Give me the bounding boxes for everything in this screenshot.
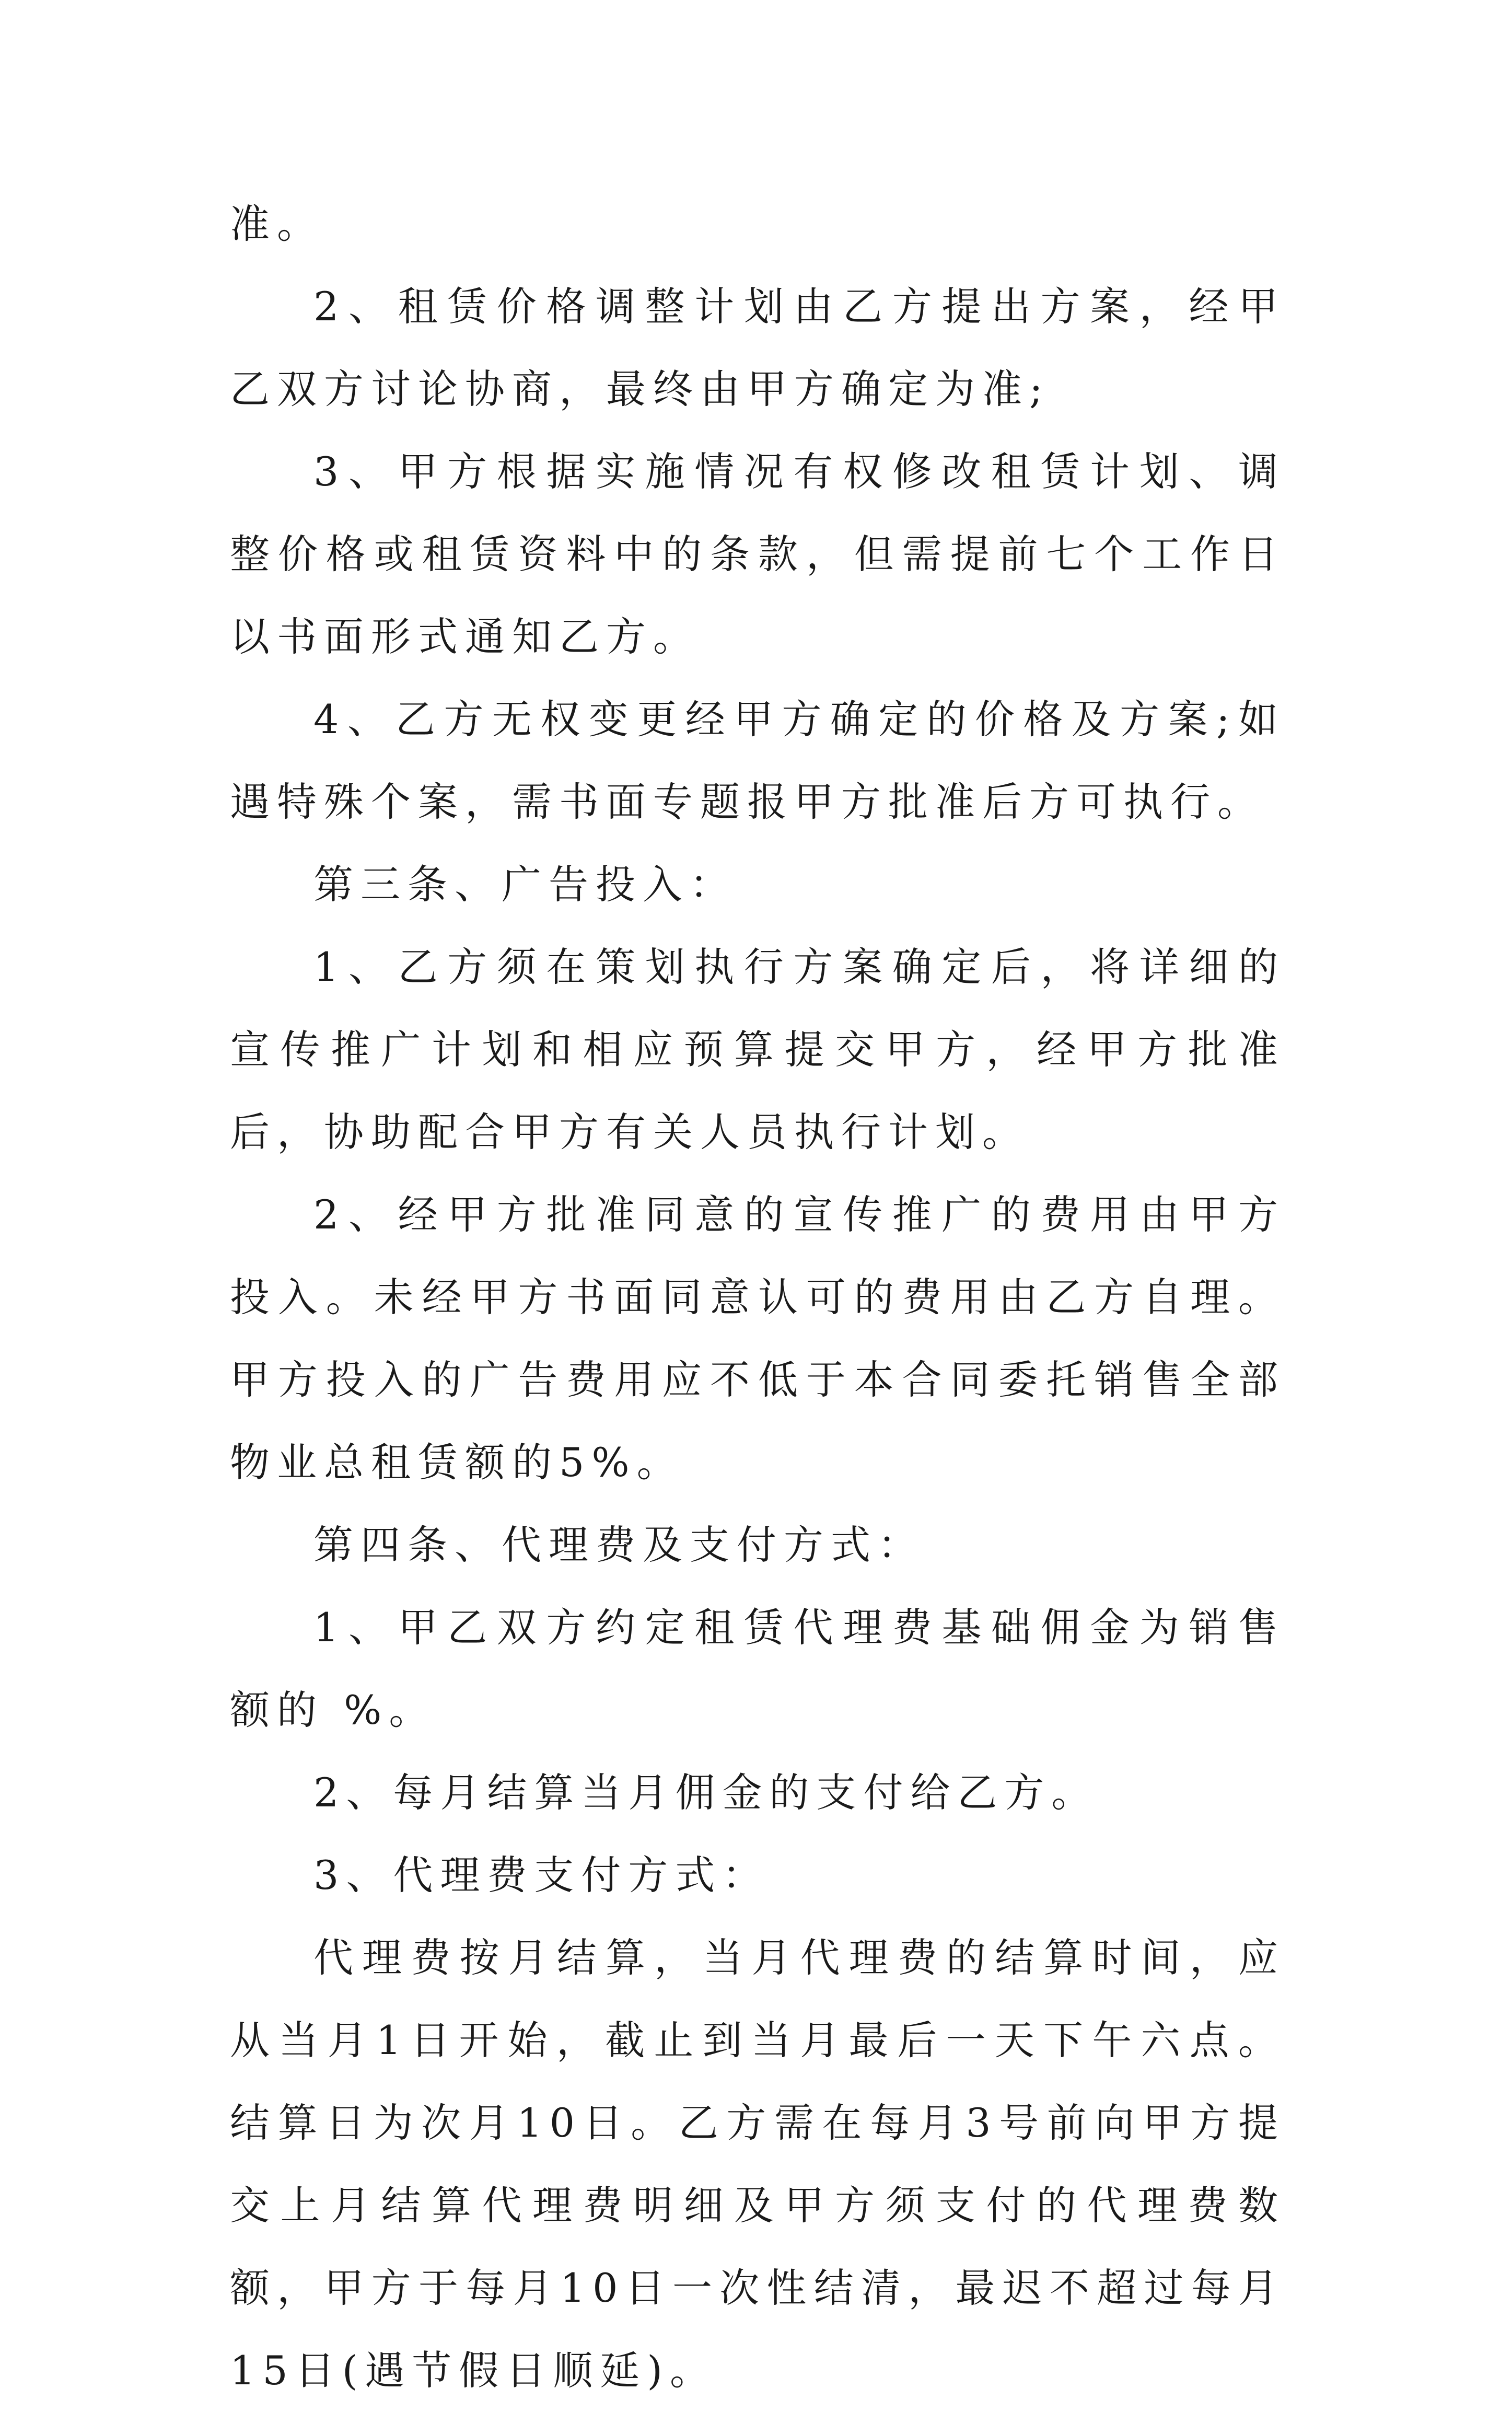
paragraph-fee-clause-3: 3、代理费支付方式： [313,1852,770,1898]
paragraph-clause-3-plan-modification: 3、甲方根据实施情况有权修改租赁计划、调整价格或租赁资料中的条款，但需提前七个工作日以书面形式通知乙方。 [230,448,1285,660]
paragraph-clause-2-price-adjustment: 2、租赁价格调整计划由乙方提出方案，经甲乙双方讨论协商，最终由甲方确定为准; [230,283,1285,412]
paragraph-ad-clause-1: 1、乙方须在策划执行方案确定后，将详细的宣传推广计划和相应预算提交甲方，经甲方批准后，协助配合甲方有关人员执行计划。 [230,944,1285,1155]
paragraph-fee-clause-2: 2、每月结算当月佣金的支付给乙方。 [313,1769,1099,1816]
paragraph-ad-clause-2: 2、经甲方批准同意的宣传推广的费用由甲方投入。未经甲方书面同意认可的费用由乙方自理。甲方投入的广告费用应不低于本合同委托销售全部物业总租赁额的5%。 [230,1191,1285,1486]
section-heading-article-3: 第三条、广告投入： [313,861,737,908]
document-body [230,183,1285,2412]
paragraph-clause-4-no-change-right: 4、乙方无权变更经甲方确定的价格及方案;如遇特殊个案，需书面专题报甲方批准后方可执行。 [230,696,1285,825]
section-heading-article-4: 第四条、代理费及支付方式： [313,1522,925,1568]
paragraph-continuation: 准。 [230,201,324,247]
paragraph-settlement-details: 代理费按月结算，当月代理费的结算时间，应从当月1日开始，截止到当月最后一天下午六点。结算日为次月10日。乙方需在每月3号前向甲方提交上月结算代理费明细及甲方须支付的代理费数额，甲方于每月10日一次性结清，最迟不超过每月15日(遇节假日顺延)。 [230,1934,1285,2394]
paragraph-fee-clause-1: 1、甲乙双方约定租赁代理费基础佣金为销售额的 %。 [230,1604,1285,1733]
